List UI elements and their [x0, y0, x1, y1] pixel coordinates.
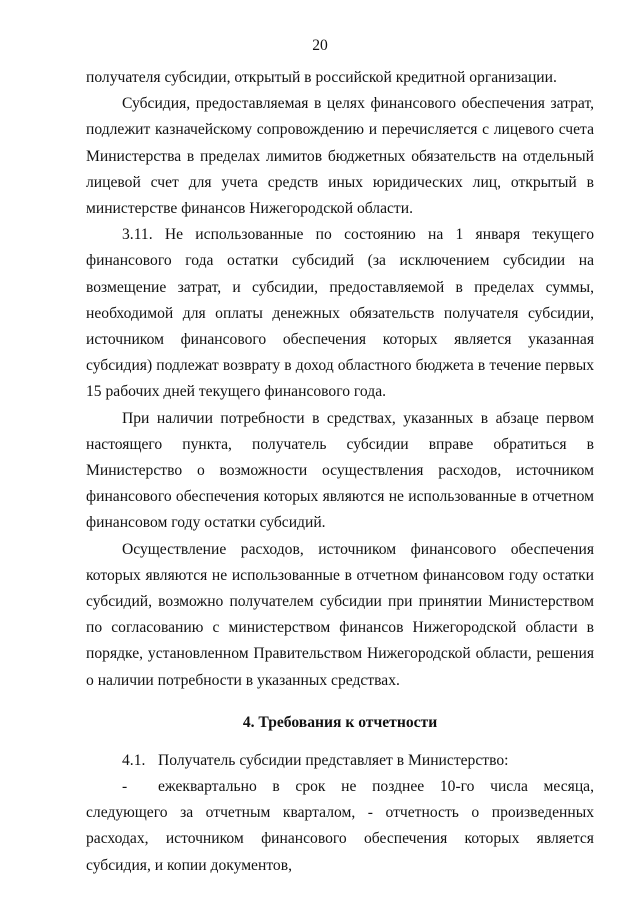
dash-list-item [86, 774, 594, 879]
item-4-1 [86, 748, 594, 774]
section-heading: 4. Требования к отчетности [242, 713, 438, 731]
item-number: 4.1. [122, 751, 146, 769]
document-body [86, 65, 594, 879]
page-number: 20 [312, 37, 328, 54]
paragraph-3-11: 3.11. Не использованные по состоянию на 1 января текущего финансового года остатки субсидий (за исключением субсидии на возмещение затрат, и субсидии, предоставляемой в пределах суммы, необходимой для оплаты денежных обязательств получателя субсидии, источником финансового обеспечения которых является указанная субсидия) подлежат возврату в доход областного бюджета в течение первых 15 рабочих дней текущего финансового года. [86, 226, 594, 401]
dash-marker: - [122, 778, 128, 796]
paragraph-expenditure-approval: Осуществление расходов, источником финансового обеспечения которых являются не использованные в отчетном финансовом году остатки субсидий, возможно получателем субсидии при принятии Министерством по согласованию с министерством финансов Нижегородской области в порядке, установленном Правительством Нижегородской области, решения о наличии потребности в указанных средствах. [86, 540, 594, 689]
paragraph-continuation: получателя субсидии, открытый в российской кредитной организации. [86, 69, 557, 86]
dash-item-text: ежеквартально в срок не позднее 10-го числа месяца, следующего за отчетным кварталом, - отчетность о произведенных расходах, источником финансового обеспечения которых является субсидия, и копии документов, [86, 778, 594, 874]
paragraph-subsidy-treasury: Субсидия, предоставляемая в целях финансового обеспечения затрат, подлежит казначейскому сопровождению и перечисляется с лицевого счета Министерства в пределах лимитов бюджетных обязательств на отдельный лицевой счет для учета средств иных юридических лиц, открытый в министерстве финансов Нижегородской области. [86, 95, 594, 218]
item-text: Получатель субсидии представляет в Министерство: [158, 751, 509, 769]
paragraph-need-for-funds: При наличии потребности в средствах, указанных в абзаце первом настоящего пункта, получатель субсидии вправе обратиться в Министерство о возможности осуществления расходов, источником финансового обеспечения которых являются не использованные в отчетном финансовом году остатки субсидий. [86, 409, 594, 532]
